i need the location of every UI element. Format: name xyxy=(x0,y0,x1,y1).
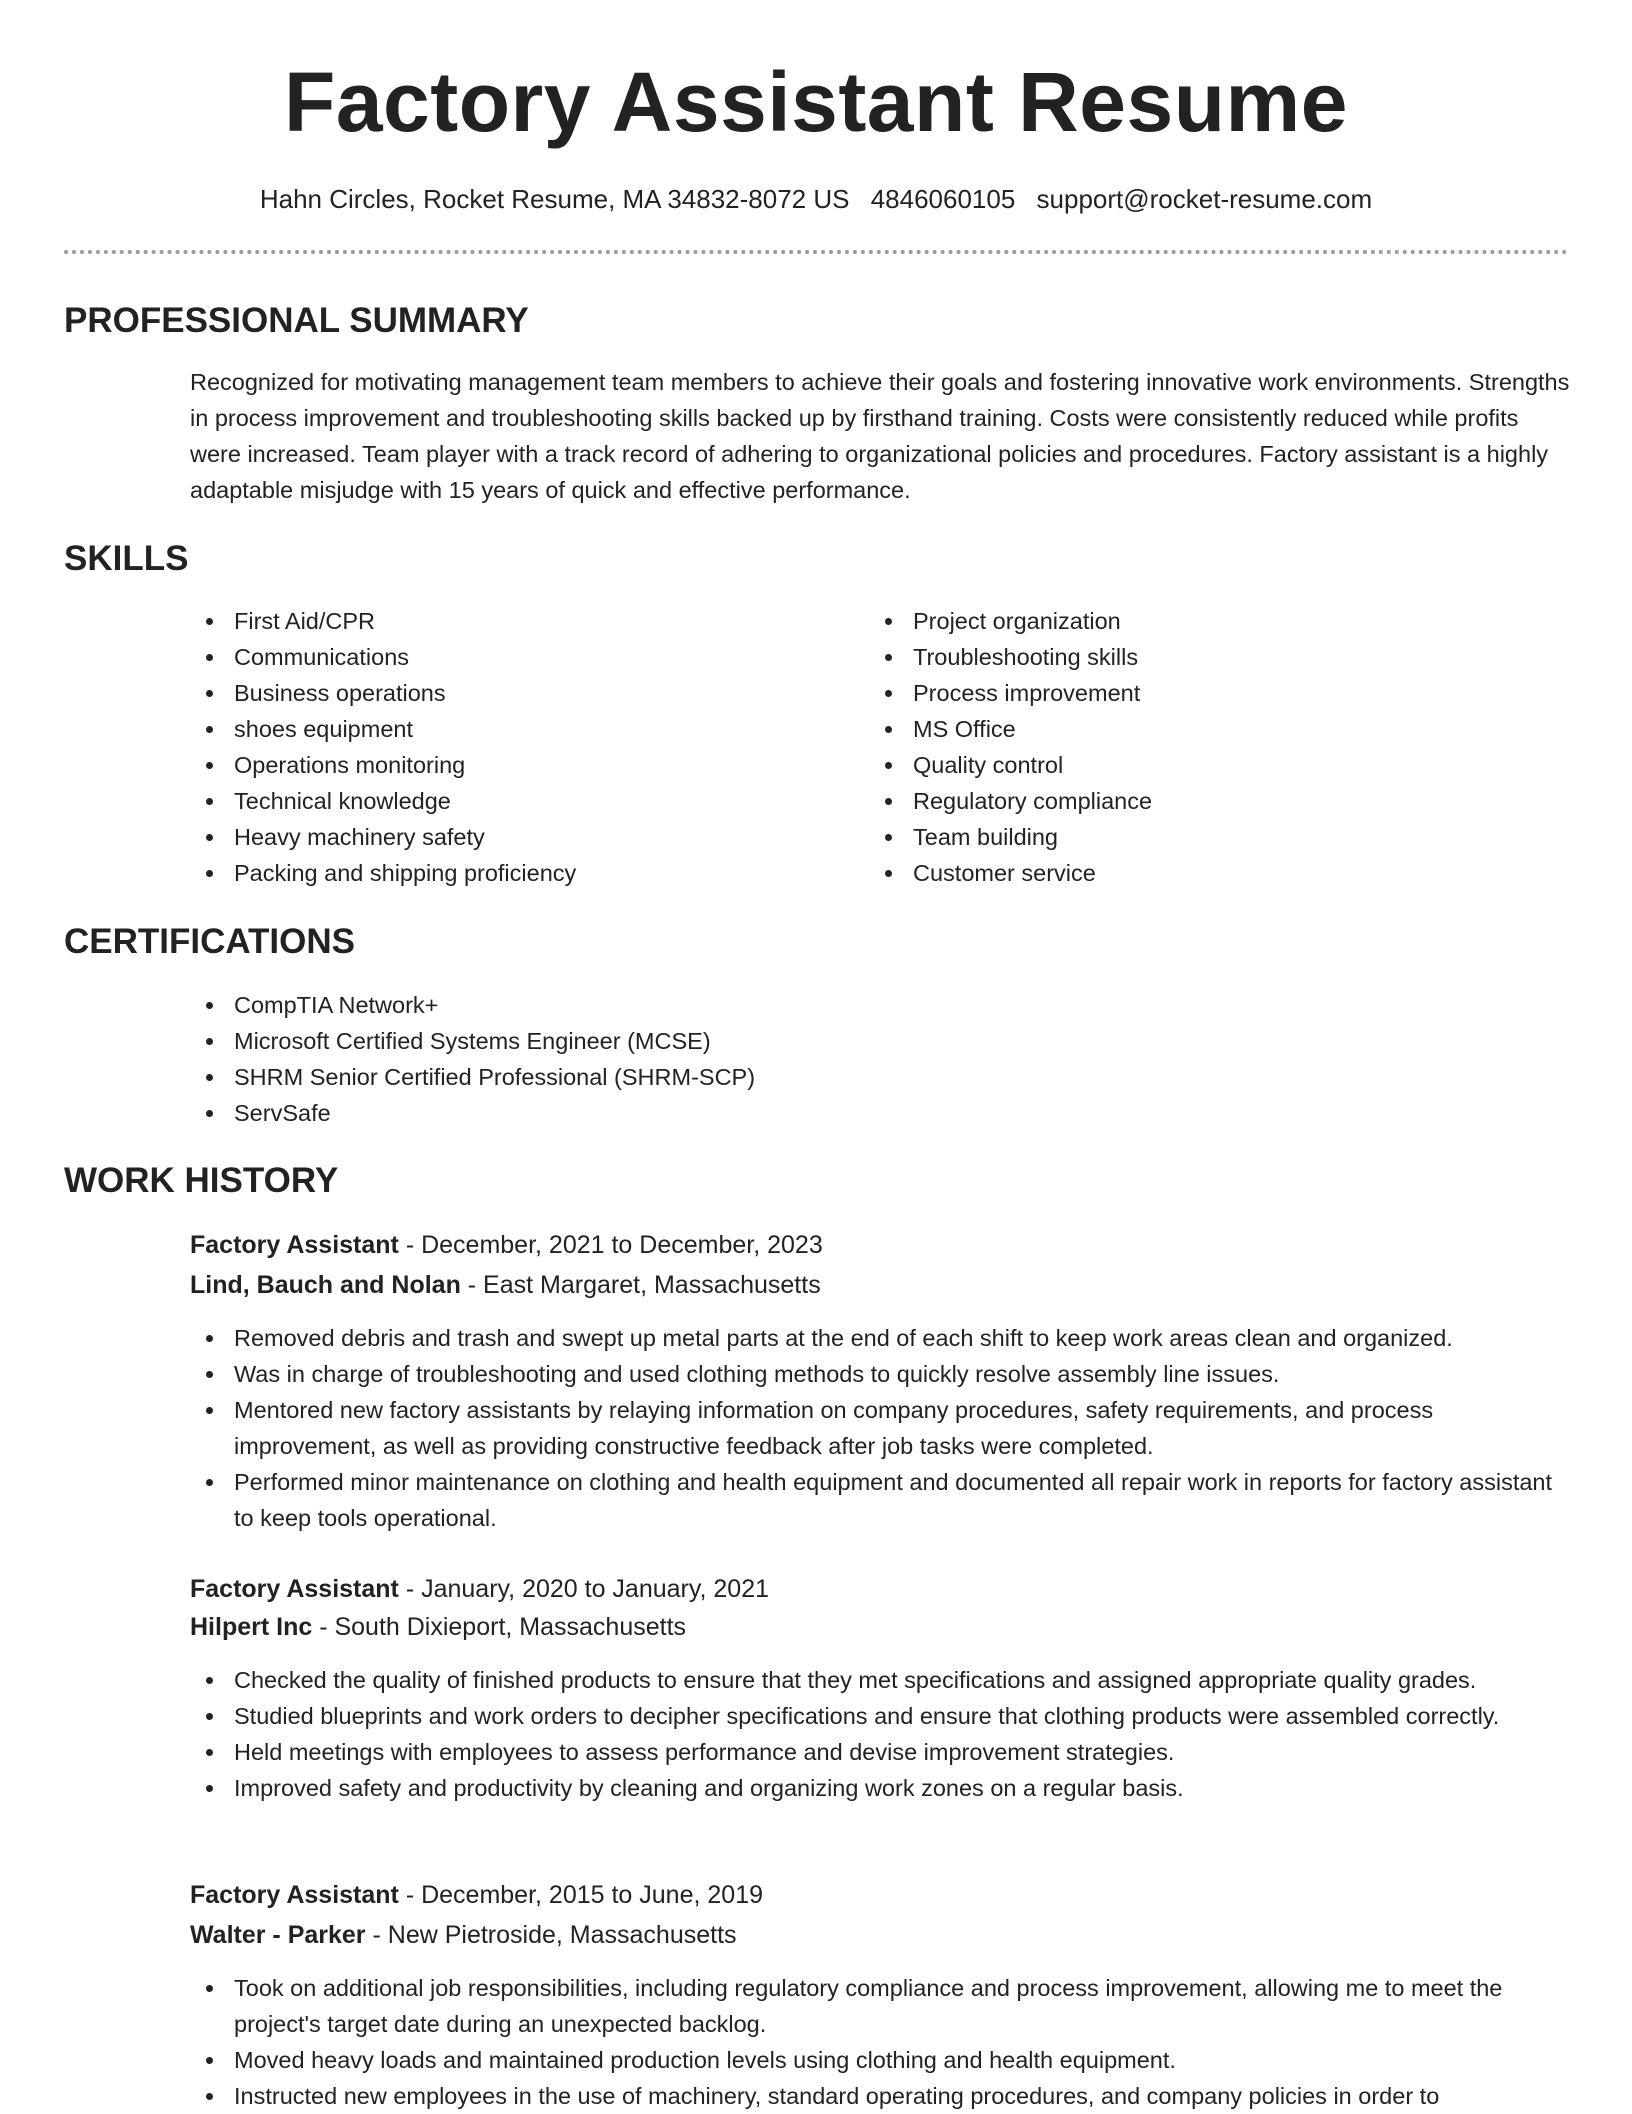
job-bullet: Checked the quality of finished products to ensure that they met specifications and assigned appropriate quality grades. xyxy=(190,1662,1570,1698)
job-role: Factory Assistant xyxy=(190,1575,399,1603)
job-bullet: Took on additional job responsibilities, including regulatory compliance and process improvement, allowing me to meet the project's target date during an unexpected backlog. xyxy=(190,1970,1570,2042)
summary-text: Recognized for motivating management team members to achieve their goals and fostering innovative work environments. Strengths in process improvement and troubleshooting skills backed up by firsthand training. Costs were consistently reduced while profits were increased. Team player with a track record of adhering to organizational policies and procedures. Factory assistant is a highly adaptable misjudge with 15 years of quick and effective performance. xyxy=(190,369,1570,503)
job-bullets xyxy=(190,1320,1570,1536)
skill-item: First Aid/CPR xyxy=(190,603,810,639)
skills-heading: SKILLS xyxy=(64,539,189,578)
job-title-line xyxy=(190,1228,823,1262)
job-dates: - December, 2021 to December, 2023 xyxy=(398,1231,823,1259)
skill-item: Process improvement xyxy=(869,675,1489,711)
certification-item: CompTIA Network+ xyxy=(190,987,1490,1023)
work-history-heading: WORK HISTORY xyxy=(64,1161,339,1200)
certifications-heading: CERTIFICATIONS xyxy=(64,922,356,961)
skill-item: Team building xyxy=(869,819,1489,855)
skills-list-right xyxy=(869,603,1489,891)
job-bullet: Instructed new employees in the use of machinery, standard operating procedures, and company policies in order to xyxy=(190,2078,1570,2114)
certification-item: Microsoft Certified Systems Engineer (MCSE) xyxy=(190,1023,1490,1059)
job-title-line xyxy=(190,1878,763,1912)
skill-item: Technical knowledge xyxy=(190,783,810,819)
job-company-line xyxy=(190,1918,737,1952)
skill-item: Packing and shipping proficiency xyxy=(190,855,810,891)
job-bullet: Performed minor maintenance on clothing and health equipment and documented all repair work in reports for factory assistant to keep tools operational. xyxy=(190,1464,1570,1536)
skills-list-left xyxy=(190,603,810,891)
certification-item: ServSafe xyxy=(190,1095,1490,1131)
job-company: Walter - Parker xyxy=(190,1921,366,1949)
job-location: - New Pietroside, Massachusetts xyxy=(365,1921,737,1949)
job-bullets xyxy=(190,1970,1570,2114)
skill-item: Project organization xyxy=(869,603,1489,639)
skill-item: Quality control xyxy=(869,747,1489,783)
job-company: Hilpert Inc xyxy=(190,1613,313,1641)
job-bullet: Mentored new factory assistants by relaying information on company procedures, safety requirements, and process improvement, as well as providing constructive feedback after job tasks were completed. xyxy=(190,1392,1570,1464)
summary-heading: PROFESSIONAL SUMMARY xyxy=(64,301,529,340)
skill-item: Troubleshooting skills xyxy=(869,639,1489,675)
skill-item: Operations monitoring xyxy=(190,747,810,783)
job-role: Factory Assistant xyxy=(190,1231,399,1259)
header-divider xyxy=(64,250,1568,254)
certification-item: SHRM Senior Certified Professional (SHRM-SCP) xyxy=(190,1059,1490,1095)
contact-email: support@rocket-resume.com xyxy=(1036,184,1373,214)
contact-address: Hahn Circles, Rocket Resume, MA 34832-8072 US xyxy=(259,184,850,214)
job-company: Lind, Bauch and Nolan xyxy=(190,1271,461,1299)
skill-item: Business operations xyxy=(190,675,810,711)
job-bullet: Was in charge of troubleshooting and used clothing methods to quickly resolve assembly line issues. xyxy=(190,1356,1570,1392)
job-dates: - January, 2020 to January, 2021 xyxy=(398,1575,770,1603)
skill-item: Customer service xyxy=(869,855,1489,891)
job-bullet: Moved heavy loads and maintained production levels using clothing and health equipment. xyxy=(190,2042,1570,2078)
skill-item: Communications xyxy=(190,639,810,675)
job-bullet: Held meetings with employees to assess performance and devise improvement strategies. xyxy=(190,1734,1570,1770)
skill-item: MS Office xyxy=(869,711,1489,747)
skill-item: Regulatory compliance xyxy=(869,783,1489,819)
job-company-line xyxy=(190,1610,686,1644)
job-bullet: Studied blueprints and work orders to decipher specifications and ensure that clothing products were assembled correctly. xyxy=(190,1698,1570,1734)
skill-item: Heavy machinery safety xyxy=(190,819,810,855)
job-bullet: Removed debris and trash and swept up metal parts at the end of each shift to keep work areas clean and organized. xyxy=(190,1320,1570,1356)
job-bullets xyxy=(190,1662,1570,1806)
certifications-list xyxy=(190,987,1490,1131)
contact-info xyxy=(0,182,1632,216)
job-location: - South Dixieport, Massachusetts xyxy=(312,1613,687,1641)
job-location: - East Margaret, Massachusetts xyxy=(460,1271,821,1299)
job-role: Factory Assistant xyxy=(190,1881,399,1909)
job-company-line xyxy=(190,1268,821,1302)
job-bullet: Improved safety and productivity by cleaning and organizing work zones on a regular basis. xyxy=(190,1770,1570,1806)
resume-title: Factory Assistant Resume xyxy=(284,55,1348,149)
job-title-line xyxy=(190,1572,769,1606)
job-dates: - December, 2015 to June, 2019 xyxy=(398,1881,763,1909)
skill-item: shoes equipment xyxy=(190,711,810,747)
contact-phone: 4846060105 xyxy=(870,184,1016,214)
